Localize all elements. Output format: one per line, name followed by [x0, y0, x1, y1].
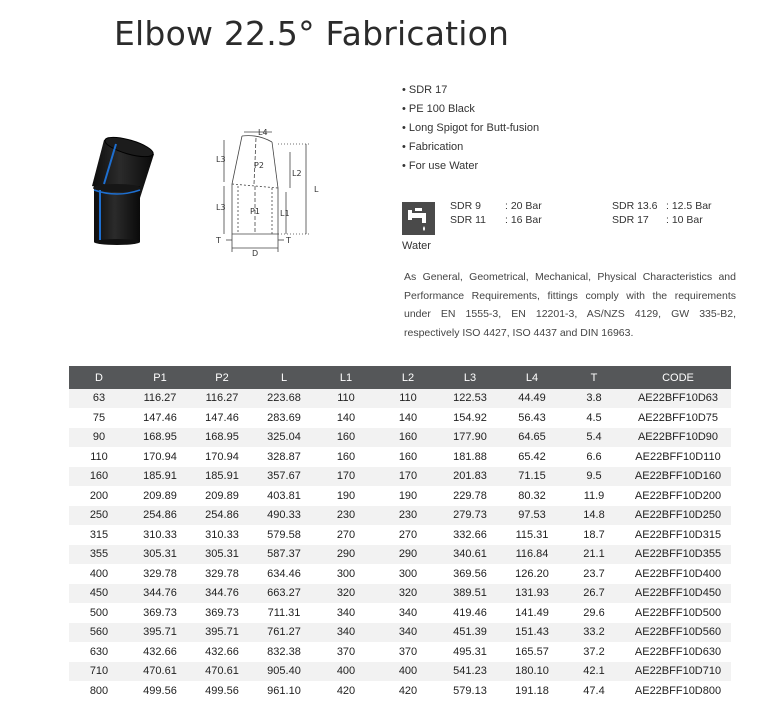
pressure-rating: [450, 199, 542, 213]
table-cell: AE22BFF10D250: [625, 506, 731, 526]
table-cell: 560: [69, 623, 129, 643]
dim-label-l2: L2: [292, 169, 302, 178]
table-cell: 190: [315, 486, 377, 506]
table-cell: 711.31: [253, 603, 315, 623]
table-cell: 500: [69, 603, 129, 623]
table-cell: 630: [69, 642, 129, 662]
table-cell: 329.78: [129, 564, 191, 584]
dimension-table: [69, 366, 731, 701]
table-cell: 320: [315, 584, 377, 604]
pressure-sdr: SDR 17: [612, 214, 649, 226]
table-row: [69, 603, 731, 623]
table-cell: 21.1: [563, 545, 625, 565]
table-cell: 11.9: [563, 486, 625, 506]
table-header-cell: T: [563, 366, 625, 389]
table-cell: 97.53: [501, 506, 563, 526]
table-cell: 168.95: [191, 428, 253, 448]
table-cell: AE22BFF10D450: [625, 584, 731, 604]
table-cell: 90: [69, 428, 129, 448]
table-cell: 63: [69, 389, 129, 408]
feature-item: • For use Water: [402, 158, 539, 177]
table-row: [69, 506, 731, 526]
table-cell: 315: [69, 525, 129, 545]
dim-label-l4: L4: [258, 128, 268, 137]
table-cell: 168.95: [129, 428, 191, 448]
elbow-photo: [86, 136, 166, 246]
table-cell: AE22BFF10D160: [625, 467, 731, 487]
table-cell: 42.1: [563, 662, 625, 682]
pressure-sdr: SDR 11: [450, 214, 486, 226]
table-cell: 340: [315, 603, 377, 623]
table-cell: 160: [315, 428, 377, 448]
feature-item: • PE 100 Black: [402, 101, 539, 120]
table-row: [69, 525, 731, 545]
table-row: [69, 467, 731, 487]
table-cell: 170: [315, 467, 377, 487]
pressure-bar: : 16 Bar: [505, 214, 542, 226]
table-cell: 154.92: [439, 408, 501, 428]
table-cell: 290: [377, 545, 439, 565]
table-cell: AE22BFF10D315: [625, 525, 731, 545]
table-cell: 310.33: [129, 525, 191, 545]
table-cell: 495.31: [439, 642, 501, 662]
table-cell: 579.58: [253, 525, 315, 545]
table-cell: AE22BFF10D710: [625, 662, 731, 682]
table-cell: 905.40: [253, 662, 315, 682]
table-cell: 126.20: [501, 564, 563, 584]
table-cell: 230: [315, 506, 377, 526]
table-cell: 177.90: [439, 428, 501, 448]
table-cell: 340: [377, 623, 439, 643]
table-header-cell: L3: [439, 366, 501, 389]
dim-label-t-right: T: [286, 236, 291, 245]
table-header-cell: P1: [129, 366, 191, 389]
table-cell: 65.42: [501, 447, 563, 467]
table-cell: 340: [377, 603, 439, 623]
table-cell: 160: [315, 447, 377, 467]
table-cell: 663.27: [253, 584, 315, 604]
table-cell: 389.51: [439, 584, 501, 604]
table-cell: 395.71: [129, 623, 191, 643]
table-cell: 5.4: [563, 428, 625, 448]
table-cell: 370: [377, 642, 439, 662]
table-header-cell: D: [69, 366, 129, 389]
table-cell: 29.6: [563, 603, 625, 623]
table-cell: 223.68: [253, 389, 315, 408]
table-cell: 579.13: [439, 681, 501, 701]
table-cell: 328.87: [253, 447, 315, 467]
table-cell: 116.84: [501, 545, 563, 565]
table-cell: 170.94: [191, 447, 253, 467]
table-cell: 131.93: [501, 584, 563, 604]
table-cell: 191.18: [501, 681, 563, 701]
table-cell: 140: [377, 408, 439, 428]
table-cell: 470.61: [191, 662, 253, 682]
page-title: Elbow 22.5° Fabrication: [114, 14, 510, 53]
dim-label-l3-top: L3: [216, 155, 226, 164]
table-cell: 140: [315, 408, 377, 428]
water-tap-icon: [402, 202, 435, 235]
table-cell: 832.38: [253, 642, 315, 662]
table-cell: 499.56: [191, 681, 253, 701]
table-cell: 71.15: [501, 467, 563, 487]
table-header-cell: L: [253, 366, 315, 389]
table-cell: AE22BFF10D200: [625, 486, 731, 506]
table-cell: 357.67: [253, 467, 315, 487]
table-cell: 419.46: [439, 603, 501, 623]
table-cell: 181.88: [439, 447, 501, 467]
table-row: [69, 428, 731, 448]
table-cell: 355: [69, 545, 129, 565]
table-cell: 761.27: [253, 623, 315, 643]
table-cell: 254.86: [129, 506, 191, 526]
table-cell: 209.89: [129, 486, 191, 506]
table-cell: 432.66: [191, 642, 253, 662]
table-row: [69, 623, 731, 643]
table-cell: AE22BFF10D90: [625, 428, 731, 448]
table-row: [69, 564, 731, 584]
table-cell: 254.86: [191, 506, 253, 526]
feature-list: [402, 82, 539, 177]
table-cell: 33.2: [563, 623, 625, 643]
table-cell: 170.94: [129, 447, 191, 467]
table-header-cell: L2: [377, 366, 439, 389]
table-cell: 75: [69, 408, 129, 428]
table-row: [69, 389, 731, 408]
table-cell: AE22BFF10D63: [625, 389, 731, 408]
table-cell: 344.76: [191, 584, 253, 604]
pressure-rating: [450, 213, 542, 227]
table-cell: 369.56: [439, 564, 501, 584]
dim-label-t-left: T: [216, 236, 221, 245]
pressure-bar: : 10 Bar: [666, 214, 703, 226]
table-row: [69, 662, 731, 682]
table-cell: 400: [315, 662, 377, 682]
table-cell: 325.04: [253, 428, 315, 448]
table-cell: 395.71: [191, 623, 253, 643]
table-cell: 4.5: [563, 408, 625, 428]
table-cell: 250: [69, 506, 129, 526]
table-cell: 420: [377, 681, 439, 701]
table-cell: 147.46: [191, 408, 253, 428]
table-row: [69, 545, 731, 565]
table-row: [69, 642, 731, 662]
table-cell: 229.78: [439, 486, 501, 506]
table-row: [69, 408, 731, 428]
dim-label-l3-bottom: L3: [216, 203, 226, 212]
table-cell: 450: [69, 584, 129, 604]
table-cell: 47.4: [563, 681, 625, 701]
table-cell: 110: [69, 447, 129, 467]
table-cell: 26.7: [563, 584, 625, 604]
table-cell: 451.39: [439, 623, 501, 643]
table-cell: 9.5: [563, 467, 625, 487]
table-header-cell: L4: [501, 366, 563, 389]
table-cell: 116.27: [129, 389, 191, 408]
feature-item: • Long Spigot for Butt-fusion: [402, 120, 539, 139]
table-cell: 110: [315, 389, 377, 408]
table-cell: 279.73: [439, 506, 501, 526]
table-cell: 37.2: [563, 642, 625, 662]
table-cell: 340.61: [439, 545, 501, 565]
table-cell: 160: [69, 467, 129, 487]
table-cell: 165.57: [501, 642, 563, 662]
water-label: Water: [402, 240, 431, 252]
table-header-cell: P2: [191, 366, 253, 389]
table-cell: 18.7: [563, 525, 625, 545]
table-cell: 201.83: [439, 467, 501, 487]
table-cell: AE22BFF10D110: [625, 447, 731, 467]
table-cell: 499.56: [129, 681, 191, 701]
table-cell: 369.73: [129, 603, 191, 623]
table-cell: 320: [377, 584, 439, 604]
table-row: [69, 486, 731, 506]
table-cell: 300: [315, 564, 377, 584]
table-cell: 185.91: [191, 467, 253, 487]
feature-item: • Fabrication: [402, 139, 539, 158]
pressure-rating: [612, 213, 703, 227]
table-cell: 710: [69, 662, 129, 682]
table-header-cell: L1: [315, 366, 377, 389]
table-cell: 190: [377, 486, 439, 506]
table-cell: 270: [315, 525, 377, 545]
dim-label-p1: P1: [250, 207, 260, 216]
table-cell: 56.43: [501, 408, 563, 428]
table-cell: 141.49: [501, 603, 563, 623]
table-cell: 470.61: [129, 662, 191, 682]
table-cell: 115.31: [501, 525, 563, 545]
table-body: [69, 389, 731, 701]
table-cell: 432.66: [129, 642, 191, 662]
table-cell: AE22BFF10D355: [625, 545, 731, 565]
table-cell: 800: [69, 681, 129, 701]
table-cell: 230: [377, 506, 439, 526]
table-cell: 634.46: [253, 564, 315, 584]
table-cell: 541.23: [439, 662, 501, 682]
elbow-dimension-drawing: [214, 122, 334, 258]
pressure-bar: : 20 Bar: [505, 200, 542, 212]
table-cell: 23.7: [563, 564, 625, 584]
table-cell: 283.69: [253, 408, 315, 428]
table-row: [69, 681, 731, 701]
table-cell: 340: [315, 623, 377, 643]
compliance-description: As General, Geometrical, Mechanical, Physical Characteristics and Performance Requirements, fittings comply with the requirements under EN 1555-3, EN 12201-3, AS/NZS 4129, GW 335-B2, respectively ISO 4427, ISO 4437 and DIN 16963.: [404, 271, 736, 339]
table-cell: 80.32: [501, 486, 563, 506]
table-cell: 305.31: [191, 545, 253, 565]
table-cell: 160: [377, 447, 439, 467]
table-cell: 310.33: [191, 525, 253, 545]
table-cell: 110: [377, 389, 439, 408]
table-cell: 122.53: [439, 389, 501, 408]
table-cell: 116.27: [191, 389, 253, 408]
pressure-sdr: SDR 9: [450, 200, 481, 212]
dim-label-p2: P2: [254, 161, 264, 170]
table-cell: AE22BFF10D560: [625, 623, 731, 643]
table-cell: 170: [377, 467, 439, 487]
pressure-rating: [612, 199, 712, 213]
table-cell: 300: [377, 564, 439, 584]
dim-label-d: D: [252, 249, 259, 258]
table-cell: 64.65: [501, 428, 563, 448]
dim-label-l: L: [314, 185, 319, 194]
table-header-cell: CODE: [625, 366, 731, 389]
dim-label-l1: L1: [280, 209, 290, 218]
table-cell: AE22BFF10D800: [625, 681, 731, 701]
table-cell: 44.49: [501, 389, 563, 408]
table-cell: 344.76: [129, 584, 191, 604]
table-cell: 420: [315, 681, 377, 701]
table-cell: AE22BFF10D75: [625, 408, 731, 428]
table-cell: 961.10: [253, 681, 315, 701]
table-cell: 147.46: [129, 408, 191, 428]
table-header-row: [69, 366, 731, 389]
table-cell: 209.89: [191, 486, 253, 506]
table-cell: AE22BFF10D630: [625, 642, 731, 662]
table-cell: 200: [69, 486, 129, 506]
table-cell: 332.66: [439, 525, 501, 545]
table-cell: 403.81: [253, 486, 315, 506]
table-cell: 3.8: [563, 389, 625, 408]
table-cell: 369.73: [191, 603, 253, 623]
table-cell: 305.31: [129, 545, 191, 565]
table-cell: 14.8: [563, 506, 625, 526]
table-cell: 490.33: [253, 506, 315, 526]
table-cell: 185.91: [129, 467, 191, 487]
table-cell: AE22BFF10D500: [625, 603, 731, 623]
table-cell: 329.78: [191, 564, 253, 584]
pressure-bar: : 12.5 Bar: [666, 200, 712, 212]
table-cell: 270: [377, 525, 439, 545]
table-cell: 587.37: [253, 545, 315, 565]
table-cell: 180.10: [501, 662, 563, 682]
table-cell: 290: [315, 545, 377, 565]
table-cell: 400: [69, 564, 129, 584]
pressure-sdr: SDR 13.6: [612, 200, 658, 212]
table-row: [69, 584, 731, 604]
table-cell: 160: [377, 428, 439, 448]
feature-item: • SDR 17: [402, 82, 539, 101]
table-cell: 6.6: [563, 447, 625, 467]
table-cell: 400: [377, 662, 439, 682]
table-row: [69, 447, 731, 467]
table-cell: 370: [315, 642, 377, 662]
table-cell: AE22BFF10D400: [625, 564, 731, 584]
table-cell: 151.43: [501, 623, 563, 643]
